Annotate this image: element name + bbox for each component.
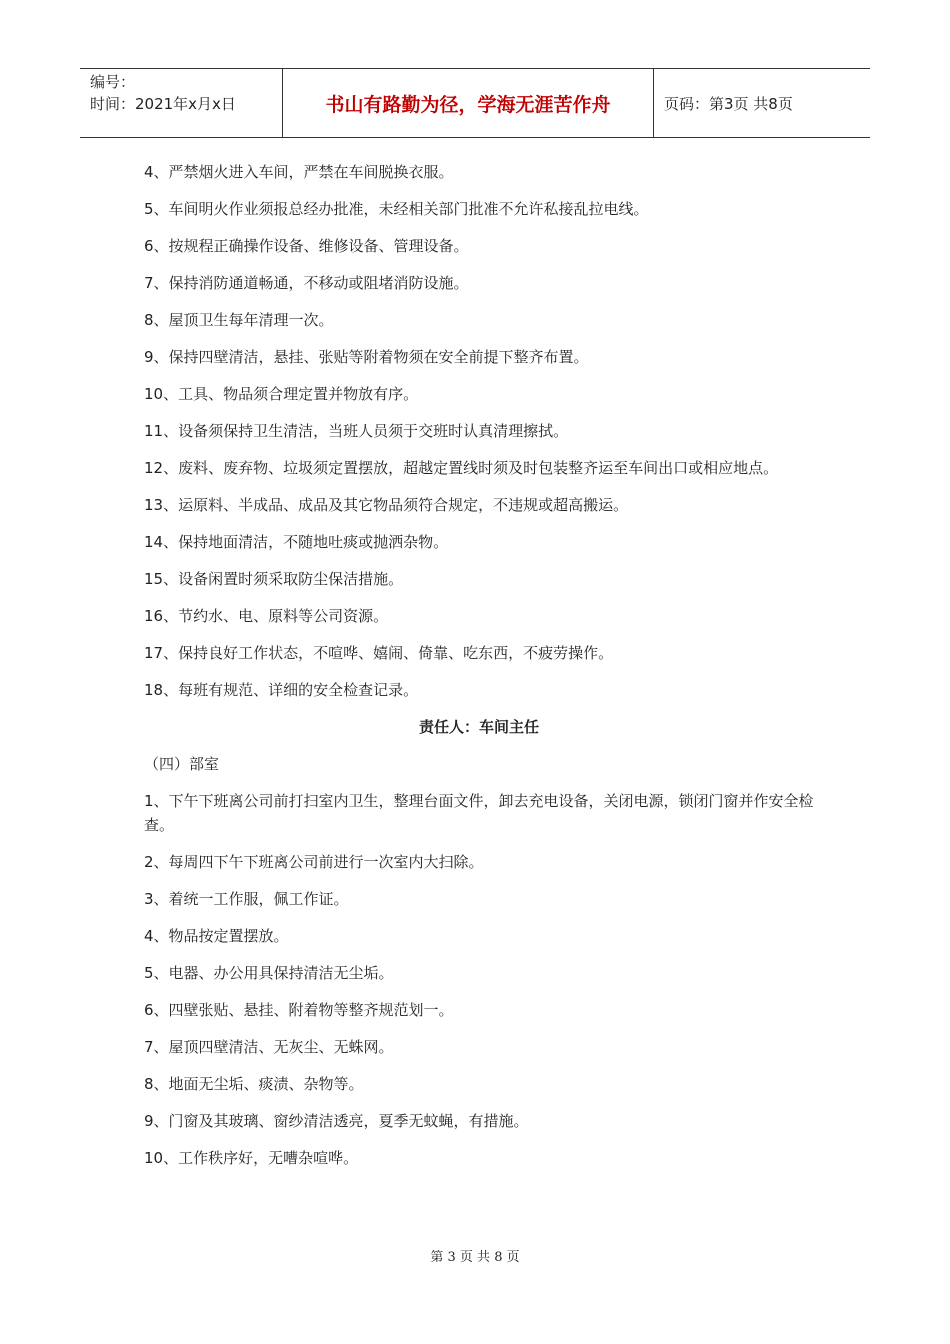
rule-item: 13、运原料、半成品、成品及其它物品须符合规定，不违规或超高搬运。 [144,496,629,514]
rule-item: 7、保持消防通道畅通，不移动或阻堵消防设施。 [144,274,469,292]
rule-item: 5、电器、办公用具保持清洁无尘垢。 [144,964,394,982]
rule-item: 10、工具、物品须合理定置并物放有序。 [144,385,419,403]
rule-item: 4、物品按定置摆放。 [144,927,289,945]
rule-item: 9、门窗及其玻璃、窗纱清洁透亮，夏季无蚊蝇，有措施。 [144,1112,529,1130]
rule-item: 2、每周四下午下班离公司前进行一次室内大扫除。 [144,853,484,871]
rule-item: 14、保持地面清洁，不随地吐痰或抛洒杂物。 [144,533,449,551]
header-meta [80,69,282,137]
rule-item: 18、每班有规范、详细的安全检查记录。 [144,681,419,699]
rule-item: 3、着统一工作服，佩工作证。 [144,890,349,908]
rule-item: 6、四壁张贴、悬挂、附着物等整齐规范划一。 [144,1001,454,1019]
rule-item: 5、车间明火作业须报总经办批准，未经相关部门批准不允许私接乱拉电线。 [144,200,649,218]
doc-time-label: 时间：2021年x月x日 [90,95,236,113]
rule-item: 10、工作秩序好，无嘈杂喧哗。 [144,1149,359,1167]
doc-number-label: 编号： [90,73,136,91]
rule-item: 16、节约水、电、原料等公司资源。 [144,607,389,625]
page-footer: 第 3 页 共 8 页 [430,1250,520,1265]
rule-item: 9、保持四壁清洁，悬挂、张贴等附着物须在安全前提下整齐布置。 [144,348,589,366]
rule-item: 8、地面无尘垢、痰渍、杂物等。 [144,1075,364,1093]
header-page-label: 页码：第3页 共8页 [664,94,793,113]
rule-item: 15、设备闲置时须采取防尘保洁措施。 [144,570,404,588]
page-header [80,68,870,138]
rule-item: 12、废料、废弃物、垃圾须定置摆放，超越定置线时须及时包装整齐运至车间出口或相应地点。 [144,459,779,477]
rule-item: 4、严禁烟火进入车间，严禁在车间脱换衣服。 [144,163,454,181]
rule-item: 7、屋顶四壁清洁、无灰尘、无蛛网。 [144,1038,394,1056]
rule-item: 6、按规程正确操作设备、维修设备、管理设备。 [144,237,469,255]
office-rules-list [144,789,814,1170]
section-title: （四）部室 [144,755,220,773]
responsible-person: 责任人：车间主任 [418,718,539,736]
header-motto: 书山有路勤为径，学海无涯苦作舟 [282,69,654,137]
workshop-rules-list [144,160,814,702]
rule-item: 8、屋顶卫生每年清理一次。 [144,311,334,329]
rule-item: 11、设备须保持卫生清洁，当班人员须于交班时认真清理擦拭。 [144,422,569,440]
document-body [144,160,814,1183]
rule-item: 17、保持良好工作状态，不喧哗、嬉闹、倚靠、吃东西，不疲劳操作。 [144,644,614,662]
rule-item: 1、下午下班离公司前打扫室内卫生，整理台面文件，卸去充电设备，关闭电源，锁闭门窗并作安全检查。 [144,792,814,834]
